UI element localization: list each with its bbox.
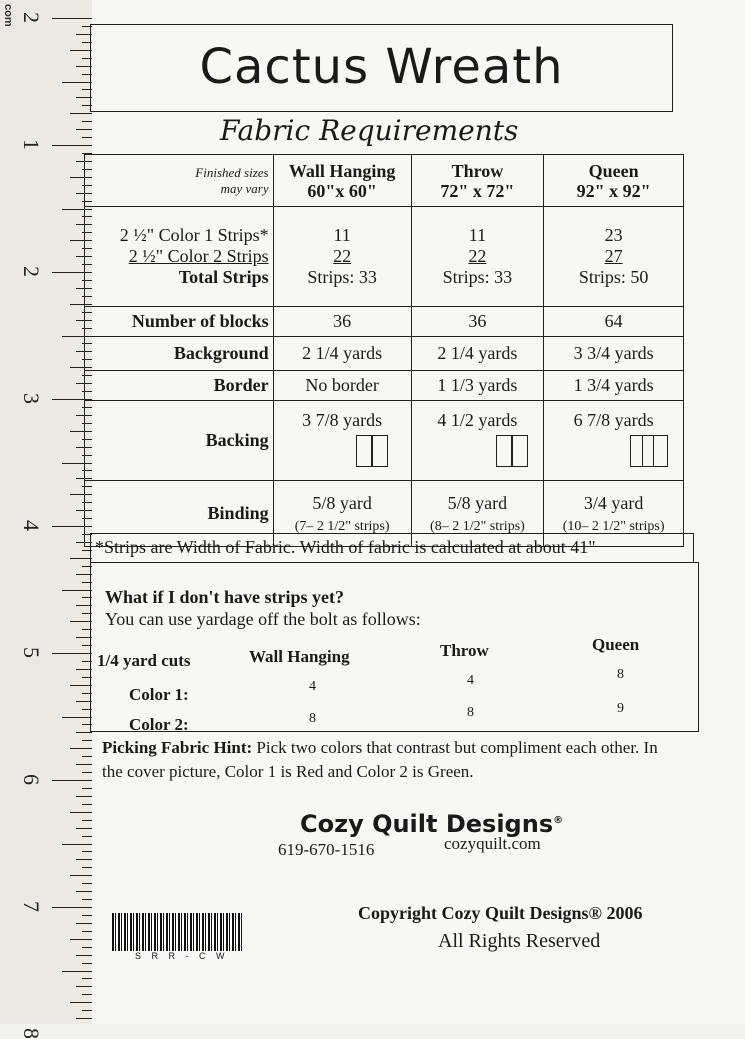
strip-label-2: 2 ½" Color 2 Strips	[128, 246, 269, 266]
ruler-tick	[62, 844, 92, 845]
strip-c1: 11	[468, 225, 487, 245]
corner-line-1: Finished sizes	[195, 164, 269, 180]
ruler-tick	[70, 621, 92, 622]
color1-value: 4	[309, 679, 316, 694]
col-size: 92" x 92"	[576, 180, 651, 201]
col-size: 72" x 72"	[440, 180, 515, 201]
color2-value: 9	[617, 701, 624, 716]
backing-queen	[544, 401, 684, 481]
ruler-tick	[62, 717, 92, 718]
strip-c1: 11	[333, 225, 351, 245]
ruler-tick	[52, 18, 92, 19]
backing-panel-icon	[496, 435, 528, 467]
ruler-tick	[82, 915, 92, 916]
ruler-tick	[82, 137, 92, 138]
col-name: Queen	[588, 160, 639, 181]
row-label: Background	[85, 337, 274, 371]
row-value: 4 1/2 yards	[437, 409, 518, 430]
title-box	[90, 24, 673, 112]
hint-label: Picking Fabric Hint:	[102, 738, 253, 757]
ruler-tick	[82, 931, 92, 932]
ruler-tick	[76, 923, 92, 924]
fabric-table	[84, 154, 684, 547]
ruler-tick	[82, 1010, 92, 1011]
ruler-tick	[70, 939, 92, 940]
ruler-tick	[70, 113, 92, 114]
yardage-col: Queen	[592, 635, 640, 654]
website: cozyquilt.com	[444, 834, 541, 853]
row-value: 3 3/4 yards	[544, 337, 684, 371]
corner-note	[85, 155, 274, 207]
col-wall-hanging	[273, 155, 411, 207]
ruler-tick	[82, 820, 92, 821]
ruler-tick	[70, 685, 92, 686]
row-label: Number of blocks	[85, 307, 274, 337]
ruler-tick	[82, 121, 92, 122]
ruler-tick	[70, 558, 92, 559]
row-value: 3 7/8 yards	[302, 409, 383, 430]
fabric-hint	[102, 736, 682, 784]
row-value: 2 1/4 yards	[411, 337, 544, 371]
ruler-tick	[62, 590, 92, 591]
col-throw	[411, 155, 544, 207]
col-name: Throw	[451, 160, 504, 181]
ruler-tick	[52, 780, 92, 781]
col-size: 60"x 60"	[307, 180, 377, 201]
ruler-tick	[70, 50, 92, 51]
ruler-tick	[82, 740, 92, 741]
yardage-subtitle: You can use yardage off the bolt as follows:	[105, 609, 421, 629]
ruler-number: 3	[19, 393, 44, 404]
ruler-unit: com	[2, 4, 14, 27]
ruler-number: 8	[19, 1028, 44, 1039]
ruler	[0, 0, 93, 1039]
strips-wall	[273, 207, 411, 307]
phone-number: 619-670-1516	[278, 840, 375, 859]
strip-c2: 27	[604, 246, 623, 266]
strips-label	[85, 207, 274, 307]
ruler-tick	[82, 836, 92, 837]
row-label: Border	[85, 371, 274, 401]
ruler-tick	[70, 1002, 92, 1003]
strip-total: Strips: 33	[307, 267, 377, 287]
ruler-tick	[82, 851, 92, 852]
row-value: 1 1/3 yards	[411, 371, 544, 401]
strip-total: Strips: 50	[578, 267, 649, 287]
strip-c2: 22	[468, 246, 487, 266]
binding-amount: 5/8 yard	[312, 492, 372, 513]
page-title: Cactus Wreath	[199, 39, 564, 95]
ruler-number: 1	[19, 139, 44, 150]
ruler-tick	[70, 875, 92, 876]
brand-name: Cozy Quilt Designs	[300, 810, 554, 838]
ruler-tick	[82, 994, 92, 995]
strip-c1: 23	[604, 225, 623, 245]
ruler-tick	[76, 986, 92, 987]
binding-strips: (10– 2 1/2" strips)	[562, 518, 665, 534]
ruler-tick	[52, 653, 92, 654]
ruler-tick	[82, 788, 92, 789]
ruler-tick	[70, 812, 92, 813]
ruler-tick	[70, 748, 92, 749]
ruler-number: 6	[19, 774, 44, 785]
row-value: 1 3/4 yards	[544, 371, 684, 401]
subtitle: Fabric Requirements	[220, 114, 519, 147]
ruler-number: 7	[19, 901, 44, 912]
ruler-tick	[52, 907, 92, 908]
binding-strips: (8– 2 1/2" strips)	[430, 518, 525, 534]
ruler-tick	[82, 756, 92, 757]
row-value: 64	[544, 307, 684, 337]
color2-value: 8	[467, 705, 474, 720]
row-value: 2 1/4 yards	[273, 337, 411, 371]
row-label: Binding	[85, 481, 274, 547]
ruler-tick	[76, 796, 92, 797]
strips-throw	[411, 207, 544, 307]
ruler-number: 2	[19, 266, 44, 277]
strip-c2: 22	[333, 246, 352, 266]
yardage-col: Wall Hanging	[249, 647, 350, 666]
row-value: 36	[273, 307, 411, 337]
ruler-tick	[76, 828, 92, 829]
color1-value: 8	[617, 667, 624, 682]
yardage-question: What if I don't have strips yet?	[105, 587, 345, 607]
ruler-tick	[62, 971, 92, 972]
row-value: No border	[273, 371, 411, 401]
yardage-col: Throw	[440, 641, 489, 660]
barcode	[112, 913, 242, 951]
ruler-number: 5	[19, 647, 44, 658]
ruler-number: 2	[19, 12, 44, 23]
color2-value: 8	[309, 711, 316, 726]
corner-line-2: may vary	[220, 180, 269, 196]
backing-panel-icon	[356, 435, 388, 467]
ruler-tick	[76, 955, 92, 956]
ruler-tick	[82, 867, 92, 868]
backing-panel-icon	[630, 435, 668, 467]
ruler-tick	[76, 129, 92, 130]
backing-wall	[273, 401, 411, 481]
binding-strips: (7– 2 1/2" strips)	[294, 518, 390, 534]
ruler-tick	[76, 732, 92, 733]
strip-label-1: 2 ½" Color 1 Strips*	[119, 225, 269, 245]
ruler-tick	[82, 978, 92, 979]
ruler-tick	[76, 859, 92, 860]
yardage-header: 1/4 yard cuts	[97, 651, 191, 670]
ruler-tick	[76, 764, 92, 765]
ruler-tick	[82, 772, 92, 773]
binding-amount: 3/4 yard	[583, 492, 644, 513]
hint-text: Pick two colors that contrast but compliment each other. In the cover picture, Color 1 is Red and Color 2 is Green.	[102, 738, 658, 781]
strip-total: Strips: 33	[442, 267, 513, 287]
color2-label: Color 2:	[129, 715, 189, 734]
ruler-tick	[76, 891, 92, 892]
copyright: Copyright Cozy Quilt Designs® 2006	[358, 903, 643, 923]
color1-value: 4	[467, 673, 474, 688]
row-value: 6 7/8 yards	[573, 409, 654, 430]
ruler-tick	[76, 1018, 92, 1019]
binding-amount: 5/8 yard	[447, 492, 508, 513]
col-name: Wall Hanging	[288, 160, 396, 181]
ruler-number: 4	[19, 520, 44, 531]
ruler-tick	[52, 145, 92, 146]
strip-label-total: Total Strips	[178, 267, 269, 287]
ruler-tick	[82, 963, 92, 964]
row-value: 36	[411, 307, 544, 337]
row-label: Backing	[85, 401, 274, 481]
ruler-tick	[82, 947, 92, 948]
col-queen	[544, 155, 684, 207]
brand-mark: ®	[553, 815, 564, 826]
ruler-tick	[82, 899, 92, 900]
barcode-text: S R R - C W	[135, 951, 229, 961]
backing-throw	[411, 401, 544, 481]
color1-label: Color 1:	[129, 685, 189, 704]
ruler-tick	[82, 804, 92, 805]
strips-note: *Strips are Width of Fabric. Width of fabric is calculated at about 41"	[90, 533, 694, 563]
ruler-tick	[62, 82, 92, 83]
ruler-tick	[82, 883, 92, 884]
all-rights: All Rights Reserved	[438, 930, 601, 952]
strips-queen	[544, 207, 684, 307]
yardage-box	[90, 562, 699, 732]
